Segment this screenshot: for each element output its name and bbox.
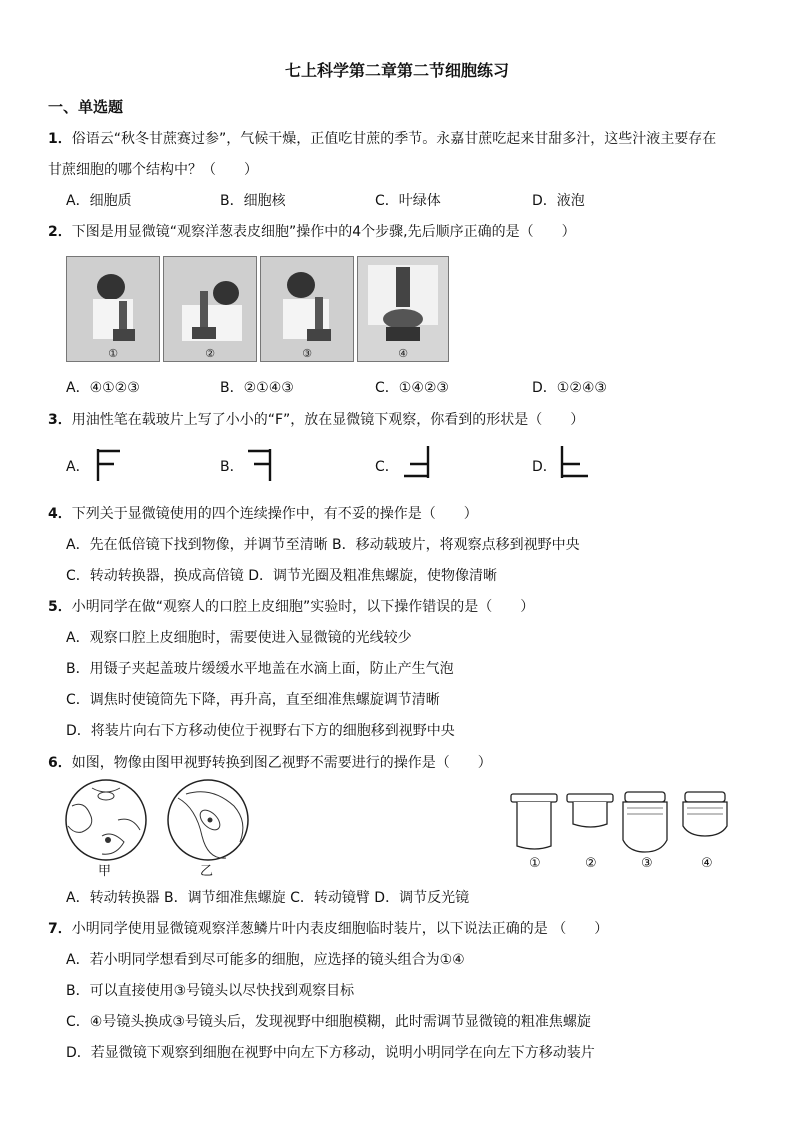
lens-label-3: ③ <box>641 856 653 871</box>
microscope-operator-image <box>67 257 159 361</box>
question-3-stem <box>48 409 584 429</box>
f-shape-option-c <box>400 444 436 482</box>
question-2-stem <box>48 221 576 241</box>
question-4-options-ab: A．先在低倍镜下找到物像，并调节至清晰 B．移动载玻片，将观察点移到视野中央 <box>66 537 580 553</box>
microscope-field-figure <box>62 776 262 880</box>
question-1-number: 1． <box>48 131 72 147</box>
question-6-options: A．转动转换器 B．调节细准焦螺旋 C．转动镜臂 D．调节反光镜 <box>66 890 470 906</box>
question-5-stem <box>48 596 534 616</box>
question-7-option-a: A．若小明同学想看到尽可能多的细胞，应选择的镜头组合为①④ <box>66 952 465 968</box>
question-7-stem <box>48 918 608 938</box>
step-photo-4-label: ④ <box>398 347 408 360</box>
page-title: 七上科学第二章第二节细胞练习 <box>284 61 509 80</box>
question-3-option-c: C． <box>375 459 399 475</box>
question-2-option-a: A．④①②③ <box>66 380 140 396</box>
question-2-option-d: D．①②④③ <box>532 380 607 396</box>
question-1-line2: 甘蔗细胞的哪个结构中？（ ） <box>48 162 258 178</box>
question-1-option-a: A．细胞质 <box>66 193 132 209</box>
question-3-text: 用油性笔在载玻片上写了小小的“F”，放在显微镜下观察，你看到的形状是（ ） <box>71 412 585 428</box>
step-photo-2 <box>163 256 257 362</box>
microscope-topview-image <box>358 257 448 361</box>
question-5-option-b: B．用镊子夹起盖玻片缓缓水平地盖在水滴上面，防止产生气泡 <box>66 661 454 677</box>
question-5-option-d: D．将装片向右下方移动使位于视野右下方的细胞移到视野中央 <box>66 723 455 739</box>
question-1-option-c: C．叶绿体 <box>375 193 441 209</box>
lens-label-2: ② <box>585 856 597 871</box>
step-photo-3-label: ③ <box>302 347 312 360</box>
step-photo-1-label: ① <box>108 347 118 360</box>
lens-set-figure <box>505 786 745 858</box>
figure-label-jia: 甲 <box>98 864 112 879</box>
question-1-line1 <box>48 128 716 148</box>
question-2-option-c: C．①④②③ <box>375 380 449 396</box>
question-7-option-b: B．可以直接使用③号镜头以尽快找到观察目标 <box>66 983 355 999</box>
question-1-stem: 俗语云“秋冬甘蔗赛过参”，气候干燥，正值吃甘蔗的季节。永嘉甘蔗吃起来甘甜多汁，这些汁液主要存在 <box>71 131 717 147</box>
question-5-number: 5． <box>48 599 72 615</box>
question-1-option-b: B．细胞核 <box>220 193 286 209</box>
step-photo-2-label: ② <box>205 347 215 360</box>
lens-label-1: ① <box>529 856 541 871</box>
question-5-text: 小明同学在做“观察人的口腔上皮细胞”实验时，以下操作错误的是（ ） <box>71 599 535 615</box>
question-2-option-b: B．②①④③ <box>220 380 294 396</box>
question-6-stem <box>48 752 492 772</box>
microscope-operator-image <box>164 257 256 361</box>
f-shape-option-d <box>556 444 592 482</box>
question-4-number: 4． <box>48 506 72 522</box>
question-5-option-c: C．调焦时使镜筒先下降，再升高，直至细准焦螺旋调节清晰 <box>66 692 440 708</box>
question-4-text: 下列关于显微镜使用的四个连续操作中，有不妥的操作是（ ） <box>71 506 478 522</box>
question-7-text: 小明同学使用显微镜观察洋葱鳞片叶内表皮细胞临时装片，以下说法正确的是 （ ） <box>71 921 609 937</box>
question-3-option-a: A． <box>66 459 90 475</box>
question-1-option-d: D．液泡 <box>532 193 585 209</box>
microscope-operator-image <box>261 257 353 361</box>
step-photo-4 <box>357 256 449 362</box>
step-photo-3 <box>260 256 354 362</box>
question-4-stem <box>48 503 478 523</box>
question-7-number: 7． <box>48 921 72 937</box>
f-shape-option-a <box>92 447 122 483</box>
f-shape-option-b <box>246 447 276 483</box>
question-7-option-c: C．④号镜头换成③号镜头后，发现视野中细胞模糊，此时需调节显微镜的粗准焦螺旋 <box>66 1014 591 1030</box>
question-3-option-b: B． <box>220 459 244 475</box>
figure-label-yi: 乙 <box>200 864 214 879</box>
lens-label-4: ④ <box>701 856 713 871</box>
section-heading: 一、单选题 <box>48 98 124 116</box>
question-6-text: 如图，物像由图甲视野转换到图乙视野不需要进行的操作是（ ） <box>71 755 492 771</box>
question-7-option-d: D．若显微镜下观察到细胞在视野中向左下方移动，说明小明同学在向左下方移动装片 <box>66 1045 595 1061</box>
question-6-number: 6． <box>48 755 72 771</box>
question-3-option-d: D． <box>532 459 557 475</box>
question-5-option-a: A．观察口腔上皮细胞时，需要使进入显微镜的光线较少 <box>66 630 412 646</box>
question-2-number: 2． <box>48 224 72 240</box>
question-2-text: 下图是用显微镜“观察洋葱表皮细胞”操作中的4个步骤,先后顺序正确的是（ ） <box>71 224 576 240</box>
step-photo-1 <box>66 256 160 362</box>
question-3-number: 3． <box>48 412 72 428</box>
question-4-options-cd: C．转动转换器，换成高倍镜 D．调节光圈及粗准焦螺旋，使物像清晰 <box>66 568 498 584</box>
